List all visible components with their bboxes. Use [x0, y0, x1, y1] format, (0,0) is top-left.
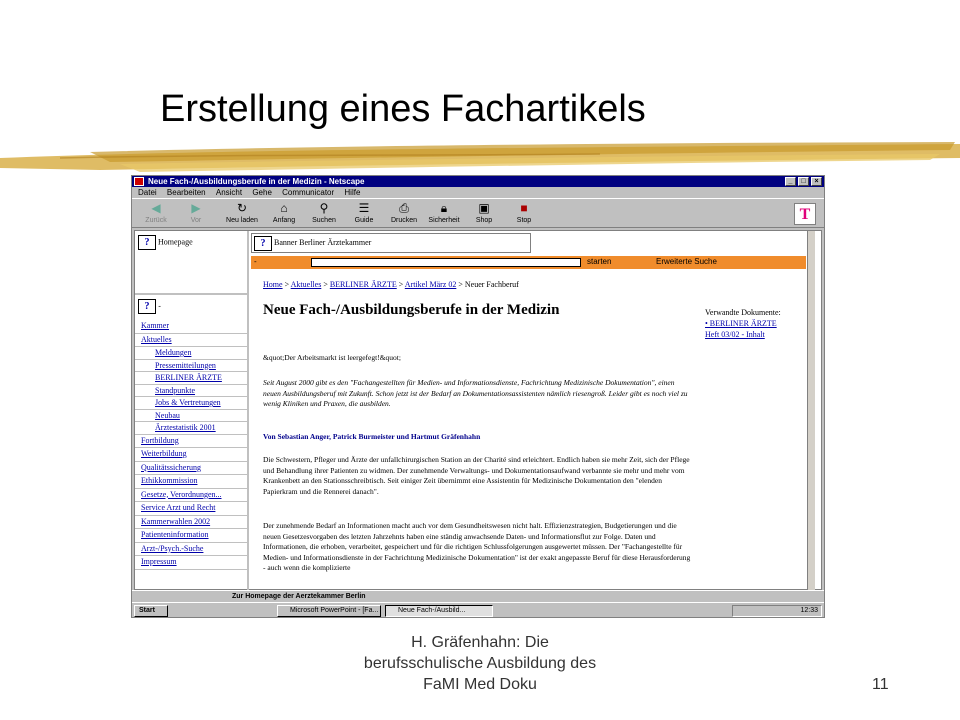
back-button[interactable]: ◀ Zurück	[145, 201, 167, 224]
sidebar-item[interactable]: Weiterbildung	[135, 448, 249, 462]
navigation-toolbar	[132, 198, 824, 228]
slide-footer	[330, 632, 630, 695]
menu-communicator[interactable]: Communicator	[282, 188, 335, 197]
security-button[interactable]: 🔒︎ Sicherheit	[428, 201, 460, 224]
related-link-berliner[interactable]: • BERLINER ÄRZTE	[705, 319, 777, 328]
netscape-icon	[134, 177, 144, 186]
menu-datei[interactable]: Datei	[138, 188, 157, 197]
sidebar-item[interactable]: Qualitätssicherung	[135, 462, 249, 476]
breadcrumb-current: Neuer Fachberuf	[464, 280, 519, 289]
maximize-button[interactable]: □	[798, 177, 809, 186]
article-title: Neue Fach-/Ausbildungsberufe in der Medizin	[263, 302, 560, 318]
page-number: 11	[872, 676, 889, 693]
main-frame	[251, 231, 815, 591]
sidebar-item[interactable]: Pressemitteilungen	[135, 360, 249, 373]
sidebar-item[interactable]: Impressum	[135, 556, 249, 570]
related-documents: Verwandte Dokumente: • BERLINER ÄRZTE Heft 03/02 - Inhalt	[705, 308, 781, 339]
banner: ? Banner Berliner Ärztekammer	[251, 233, 531, 253]
clock: 12:33	[800, 607, 818, 614]
sidebar-item[interactable]: Service Arzt und Recht	[135, 502, 249, 516]
sidebar-item[interactable]: Standpunkte	[135, 385, 249, 398]
task-powerpoint[interactable]: Microsoft PowerPoint - [Fa...	[277, 605, 381, 617]
stop-icon: ■	[520, 201, 528, 215]
search-button[interactable]: ⚲ Suchen	[312, 201, 336, 224]
search-icon: ⚲	[319, 201, 329, 215]
sidebar-item[interactable]: Aktuelles	[135, 334, 249, 348]
article-lead: Seit August 2000 gibt es den "Fachangestellten für Medien- und Informationsdienste, Fachrichtung Medizinische Dokumentation", einen neuen Ausbildungsberuf mit Zukunft. Schon jetzt ist der Bedarf an Dokumentationsassistenten nämlich riesengroß. Leider gibt es noch viel zu wenig Kliniken und Praxen, die ausbilden.	[263, 378, 688, 408]
breadcrumb-aktuelles[interactable]: Aktuelles	[290, 280, 322, 289]
broken-image-icon: ?	[138, 235, 156, 250]
system-tray	[732, 605, 822, 617]
vertical-scrollbar[interactable]	[807, 231, 815, 591]
sidebar-item[interactable]: Fortbildung	[135, 435, 249, 449]
article-quote: &quot;Der Arbeitsmarkt ist leergefegt!&quot;	[263, 353, 401, 362]
search-input[interactable]	[311, 258, 581, 267]
guide-icon: ☰	[358, 201, 370, 215]
telekom-logo: T	[794, 203, 816, 225]
search-bar: - starten Erweiterte Suche	[251, 256, 806, 269]
breadcrumb-berliner[interactable]: BERLINER ÄRZTE	[329, 280, 397, 289]
broken-image-icon: ?	[138, 299, 156, 314]
breadcrumb-artikel[interactable]: Artikel März 02	[404, 280, 457, 289]
breadcrumb-home[interactable]: Home	[263, 280, 283, 289]
guide-button[interactable]: ☰ Guide	[354, 201, 374, 224]
broken-image-icon: ?	[254, 236, 272, 251]
print-button[interactable]: ⎙ Drucken	[390, 201, 418, 224]
back-arrow-icon: ◀	[151, 201, 161, 215]
stop-button[interactable]: ■ Stop	[516, 201, 532, 224]
homepage-label: Homepage	[158, 237, 193, 247]
menu-gehe[interactable]: Gehe	[252, 188, 272, 197]
forward-button[interactable]: ▶ Vor	[190, 201, 202, 224]
task-netscape[interactable]: Neue Fach-/Ausbild...	[385, 605, 493, 617]
reload-icon: ↻	[236, 201, 248, 215]
footer-line-1: H. Gräfenhahn: Die	[411, 634, 549, 651]
side-navigation	[135, 320, 249, 570]
windows-taskbar	[132, 602, 824, 618]
page-content	[134, 230, 822, 590]
print-icon: ⎙	[399, 201, 409, 215]
shop-button[interactable]: ▣ Shop	[475, 201, 493, 224]
window-title: Neue Fach-/Ausbildungsberufe in der Medizin - Netscape	[148, 177, 365, 186]
home-icon: ⌂	[280, 201, 288, 215]
footer-line-3: FaMI Med Doku	[423, 676, 537, 693]
menu-bearbeiten[interactable]: Bearbeiten	[166, 188, 206, 197]
homepage-box[interactable]	[135, 231, 249, 295]
left-frame	[135, 231, 249, 591]
article-body-1: Die Schwestern, Pfleger und Ärzte der unfallchirurgischen Station an der Charité sind erleichtert. Endlich haben sie mehr Zeit, sich der Pflege und Behandlung ihrer Patienten zu widmen. Der zunehmende Verwaltungs- und Dokumentationsaufwand verbannte sie mehr und mehr vom Krankenbett an den Stationsschreibtisch. Seit einiger Zeit übernimmt eine Assistentin für Medizinische Dokumentation den "elenden Papierkram und die Rennerei danach".	[263, 455, 690, 496]
forward-arrow-icon: ▶	[191, 201, 201, 215]
status-text: Zur Homepage der Aerztekammer Berlin	[232, 593, 366, 600]
search-submit-link[interactable]: starten	[587, 257, 612, 266]
sidebar-item[interactable]: Kammer	[135, 320, 249, 334]
sidebar-item[interactable]: Neubau	[135, 410, 249, 423]
advanced-search-link[interactable]: Erweiterte Suche	[656, 257, 717, 266]
article-authors: Von Sebastian Anger, Patrick Burmeister und Hartmut Gräfenhahn	[263, 432, 481, 441]
window-titlebar	[132, 176, 824, 187]
sidebar-item[interactable]: Ethikkommission	[135, 475, 249, 489]
sidebar-item[interactable]: Gesetze, Verordnungen...	[135, 489, 249, 503]
shop-icon: ▣	[478, 201, 490, 215]
reload-button[interactable]: ↻ Neu laden	[226, 201, 258, 224]
minimize-button[interactable]: _	[785, 177, 796, 186]
sidebar-item[interactable]: Jobs & Vertretungen	[135, 397, 249, 410]
sidebar-item[interactable]: Ärztestatistik 2001	[135, 422, 249, 435]
breadcrumb: Home > Aktuelles > BERLINER ÄRZTE > Artikel März 02 > Neuer Fachberuf	[263, 280, 519, 289]
browser-screenshot	[131, 175, 825, 618]
sidebar-item[interactable]: Meldungen	[135, 347, 249, 360]
lock-icon: 🔒︎	[440, 201, 448, 215]
sidebar-item[interactable]: Patienteninformation	[135, 529, 249, 543]
sidebar-item[interactable]: Kammerwahlen 2002	[135, 516, 249, 530]
sidebar-item[interactable]: BERLINER ÄRZTE	[135, 372, 249, 385]
slide-title: Erstellung eines Fachartikels	[160, 88, 646, 130]
menu-bar	[132, 187, 824, 198]
menu-ansicht[interactable]: Ansicht	[215, 188, 243, 197]
status-bar	[132, 590, 824, 601]
close-button[interactable]: ×	[811, 177, 822, 186]
article-body-2: Der zunehmende Bedarf an Informationen macht auch vor dem Gesundheitswesen nicht halt. Effizienzstrategien, Budgetierungen und die neuen Gesetzesvorgaben des letzten Jahrzehnts haben eine ständig anwachsende Daten- und Informationsflut zur Folge. Daten und Informationen, die erhoben, verarbeitet, gespeichert und für die richtigen Schlussfolgerungen ausgewertet müssen. Der "Fachangestellte für Medien- und Informationsdienste in der Fachrichtung Medizinische Dokumentation" ist der exakt angepasste Beruf für diese Herausforderung - auch wenn die komplizierte	[263, 521, 691, 572]
sidebar-item[interactable]: Arzt-/Psych.-Suche	[135, 543, 249, 557]
footer-line-2: berufsschulische Ausbildung des	[363, 655, 597, 672]
menu-hilfe[interactable]: Hilfe	[344, 188, 361, 197]
related-link-heft[interactable]: Heft 03/02 - Inhalt	[705, 330, 765, 339]
home-button[interactable]: ⌂ Anfang	[272, 201, 296, 224]
nav-header: ? -	[138, 299, 161, 314]
start-button[interactable]: Start	[134, 605, 168, 617]
